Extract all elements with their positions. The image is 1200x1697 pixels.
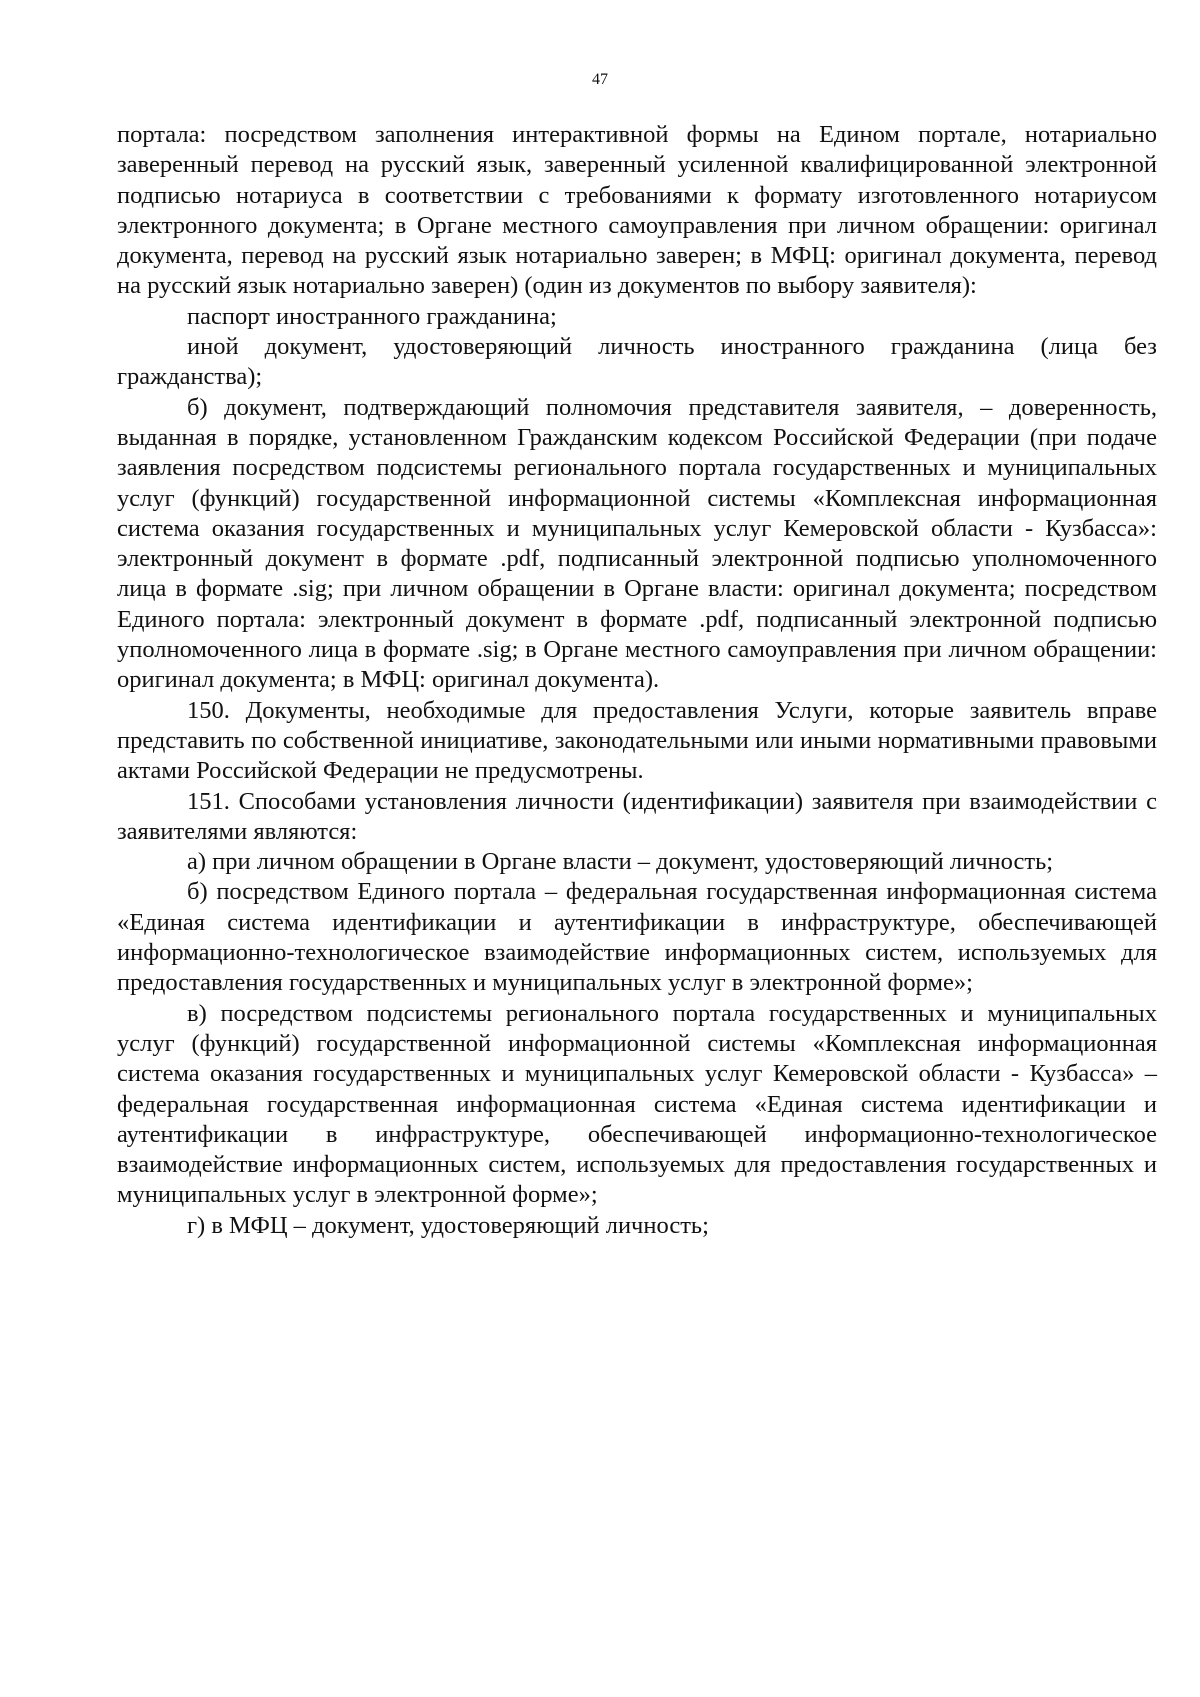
document-body <box>117 120 1157 1241</box>
paragraph: б) документ, подтверждающий полномочия представителя заявителя, – доверенность, выданная в порядке, установленном Гражданским кодексом Российской Федерации (при подаче заявления посредством подсистемы регионального портала государственных и муниципальных услуг (функций) государственной информационной системы «Комплексная информационная система оказания государственных и муниципальных услуг Кемеровской области - Кузбасса»: электронный документ в формате .pdf, подписанный электронной подписью уполномоченного лица в формате .sig; при личном обращении в Органе власти: оригинал документа; посредством Единого портала: электронный документ в формате .pdf, подписанный электронной подписью уполномоченного лица в формате .sig; в Органе местного самоуправления при личном обращении: оригинал документа; в МФЦ: оригинал документа). <box>117 393 1157 694</box>
paragraph: 151. Способами установления личности (идентификации) заявителя при взаимодействии с заявителями являются: <box>117 787 1157 845</box>
paragraph: б) посредством Единого портала – федеральная государственная информационная система «Единая система идентификации и аутентификации в инфраструктуре, обеспечивающей информационно-технологическое взаимодействие информационных систем, используемых для предоставления государственных и муниципальных услуг в электронной форме»; <box>117 878 1157 997</box>
paragraph: паспорт иностранного гражданина; <box>187 302 557 330</box>
paragraph: в) посредством подсистемы регионального портала государственных и муниципальных услуг (функций) государственной информационной системы «Комплексная информационная система оказания государственных и муниципальных услуг Кемеровской области - Кузбасса» – федеральная государственная информационная система «Единая система идентификации и аутентификации в инфраструктуре, обеспечивающей информационно-технологическое взаимодействие информационных систем, используемых для предоставления государственных и муниципальных услуг в электронной форме»; <box>117 999 1157 1209</box>
paragraph: портала: посредством заполнения интерактивной формы на Едином портале, нотариально заверенный перевод на русский язык, заверенный усиленной квалифицированной электронной подписью нотариуса в соответствии с требованиями к формату изготовленного нотариусом электронного документа; в Органе местного самоуправления при личном обращении: оригинал документа, перевод на русский язык нотариально заверен; в МФЦ: оригинал документа, перевод на русский язык нотариально заверен) (один из документов по выбору заявителя): <box>117 121 1157 300</box>
paragraph: а) при личном обращении в Органе власти – документ, удостоверяющий личность; <box>187 848 1054 876</box>
paragraph: 150. Документы, необходимые для предоставления Услуги, которые заявитель вправе представить по собственной инициативе, законодательными или иными нормативными правовыми актами Российской Федерации не предусмотрены. <box>117 696 1157 785</box>
paragraph: г) в МФЦ – документ, удостоверяющий личность; <box>187 1211 709 1239</box>
page-number: 47 <box>592 71 608 88</box>
paragraph: иной документ, удостоверяющий личность иностранного гражданина (лица без гражданства); <box>117 333 1157 391</box>
